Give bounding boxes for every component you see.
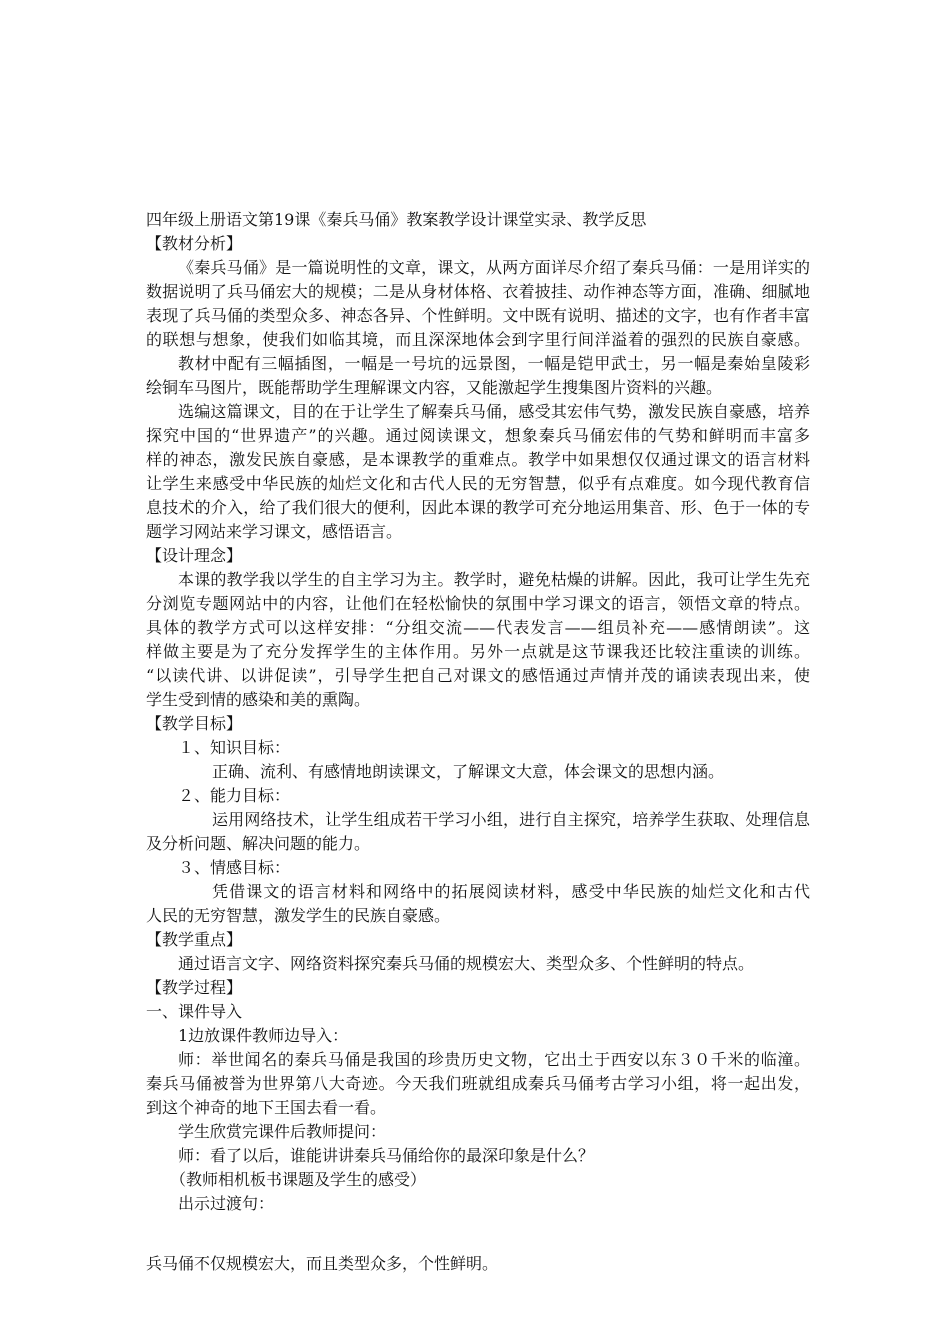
document-title: 四年级上册语文第19课《秦兵马俑》教案教学设计课堂实录、教学反思 <box>146 210 647 229</box>
paragraph-line: 数据说明了兵马俑宏大的规模；二是从身材体格、衣着披挂、动作神态等方面，准确、细腻地 <box>146 282 810 301</box>
section-heading-concept: 【设计理念】 <box>146 546 243 565</box>
paragraph-line: 表现了兵马俑的类型众多、神态各异、个性鲜明。文中既有说明、描述的文字，也有作者丰富 <box>146 306 810 325</box>
paragraph-line: 息技术的介入，给了我们很大的便利，因此本课的教学可充分地运用集音、形、色于一体的专 <box>146 498 810 517</box>
paragraph-line: 让学生来感受中华民族的灿烂文化和古代人民的无穷智慧，似乎有点难度。如今现代教育信 <box>146 474 810 493</box>
goal-label: ３、情感目标： <box>178 858 291 877</box>
transition-sentence: 兵马俑不仅规模宏大，而且类型众多，个性鲜明。 <box>146 1254 499 1273</box>
goal-text: 正确、流利、有感情地朗读课文，了解课文大意，体会课文的思想内涵。 <box>212 762 725 781</box>
paragraph-line: 秦兵马俑被誉为世界第八大奇迹。今天我们班就组成秦兵马俑考古学习小组，将一起出发， <box>146 1074 810 1093</box>
paragraph-line: 题学习网站来学习课文，感悟语言。 <box>146 522 403 541</box>
section-heading-process: 【教学过程】 <box>146 978 243 997</box>
paragraph-line: 选编这篇课文，目的在于让学生了解秦兵马俑，感受其宏伟气势，激发民族自豪感，培养 <box>178 402 810 421</box>
goal-text: 人民的无穷智慧，激发学生的民族自豪感。 <box>146 906 451 925</box>
paragraph-line: 学生欣赏完课件后教师提问： <box>178 1122 387 1141</box>
paragraph-line: 师：举世闻名的秦兵马俑是我国的珍贵历史文物，它出土于西安以东３０千米的临潼。 <box>178 1050 810 1069</box>
paragraph-line: 1边放课件教师边导入： <box>178 1026 349 1045</box>
paragraph-line: 教材中配有三幅插图，一幅是一号坑的远景图，一幅是铠甲武士，另一幅是秦始皇陵彩 <box>178 354 810 373</box>
paragraph-line: 通过语言文字、网络资料探究秦兵马俑的规模宏大、类型众多、个性鲜明的特点。 <box>178 954 755 973</box>
paragraph-line: 具体的教学方式可以这样安排：“分组交流——代表发言——组员补充——感情朗读”。这 <box>146 618 810 637</box>
paragraph-line: “以读代讲、以讲促读”，引导学生把自己对课文的感悟通过声情并茂的诵读表现出来，使 <box>146 666 810 685</box>
section-heading-analysis: 【教材分析】 <box>146 234 243 253</box>
goal-text: 凭借课文的语言材料和网络中的拓展阅读材料，感受中华民族的灿烂文化和古代 <box>212 882 810 901</box>
section-heading-goals: 【教学目标】 <box>146 714 243 733</box>
step-heading: 一、课件导入 <box>146 1002 243 1021</box>
goal-text: 及分析问题、解决问题的能力。 <box>146 834 371 853</box>
paragraph-line: 绘铜车马图片，既能帮助学生理解课文内容，又能激起学生搜集图片资料的兴趣。 <box>146 378 723 397</box>
paragraph-line: 探究中国的“世界遗产”的兴趣。通过阅读课文，想象秦兵马俑宏伟的气势和鲜明而丰富多 <box>146 426 810 445</box>
paragraph-line: 师：看了以后，谁能讲讲秦兵马俑给你的最深印象是什么？ <box>178 1146 595 1165</box>
goal-label: ２、能力目标： <box>178 786 291 805</box>
paragraph-line: （教师相机板书课题及学生的感受） <box>170 1170 427 1189</box>
paragraph-line: 分浏览专题网站中的内容，让他们在轻松愉快的氛围中学习课文的语言，领悟文章的特点。 <box>146 594 810 613</box>
section-heading-focus: 【教学重点】 <box>146 930 243 949</box>
paragraph-line: 《秦兵马俑》是一篇说明性的文章，课文，从两方面详尽介绍了秦兵马俑：一是用详实的 <box>178 258 810 277</box>
paragraph-line: 学生受到情的感染和美的熏陶。 <box>146 690 371 709</box>
goal-label: １、知识目标： <box>178 738 291 757</box>
paragraph-line: 样做主要是为了充分发挥学生的主体作用。另外一点就是这节课我还比较注重读的训练。 <box>146 642 810 661</box>
paragraph-line: 样的神态，激发民族自豪感，是本课教学的重难点。教学中如果想仅仅通过课文的语言材料 <box>146 450 810 469</box>
paragraph-line: 出示过渡句： <box>178 1194 275 1213</box>
goal-text: 运用网络技术，让学生组成若干学习小组，进行自主探究，培养学生获取、处理信息 <box>212 810 810 829</box>
paragraph-line: 本课的教学我以学生的自主学习为主。教学时，避免枯燥的讲解。因此，我可让学生先充 <box>178 570 810 589</box>
paragraph-line: 的联想与想象，使我们如临其境，而且深深地体会到字里行间洋溢着的强烈的民族自豪感。 <box>146 330 810 349</box>
paragraph-line: 到这个神奇的地下王国去看一看。 <box>146 1098 387 1117</box>
